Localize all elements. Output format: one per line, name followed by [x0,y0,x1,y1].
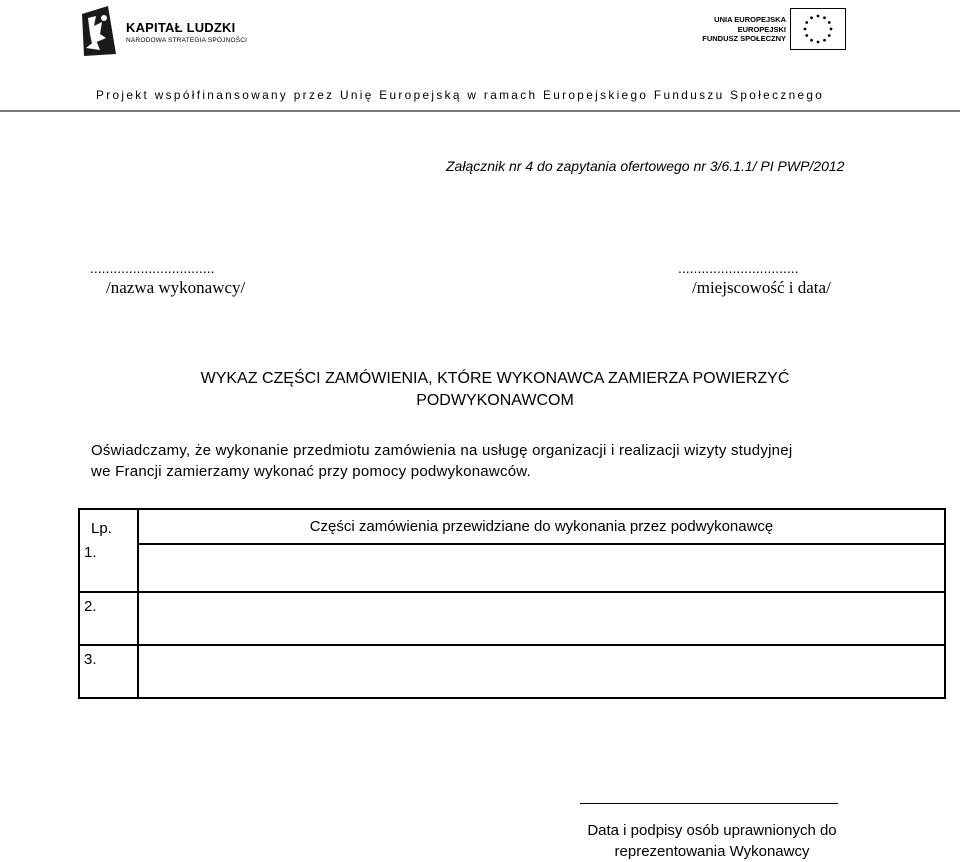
project-cofinancing-line: Projekt współfinansowany przez Unię Europejską w ramach Europejskiego Funduszu Społecznego [96,88,825,102]
eu-star [823,16,826,19]
eu-star [830,28,833,31]
eu-star [810,39,813,42]
row-lp: 3. [79,645,138,698]
eu-line1: UNIA EUROPEJSKA [714,15,786,24]
signature-caption-line-1: Data i podpisy osób uprawnionych do [587,822,837,839]
title-line-2: PODWYKONAWCOM [416,392,574,409]
table-header-row [79,509,945,544]
kapital-ludzki-title: KAPITAŁ LUDZKI [126,20,236,35]
place-date-label: /miejscowość i data/ [692,278,831,297]
kapital-ludzki-subtitle: NARODOWA STRATEGIA SPÓJNOŚCI [126,37,248,44]
contractor-name-label: /nazwa wykonawcy/ [106,278,246,297]
title-line-1: WYKAZ CZĘŚCI ZAMÓWIENIA, KTÓRE WYKONAWCA ZAMIERZA POWIERZYĆ [200,370,790,387]
eu-logo-text [690,15,786,44]
declaration-line-2: we Francji zamierzamy wykonać przy pomocy podwykonawców. [91,463,531,480]
table-row [79,544,945,592]
eu-star [823,39,826,42]
signature-line [580,803,838,804]
eu-flag-icon [790,8,846,50]
eu-star [805,34,808,37]
table-row [79,592,945,645]
declaration-line-1: Oświadczamy, że wykonanie przedmiotu zamówienia na usługę organizacji i realizacji wizyty studyjnej [91,442,793,459]
header-divider [0,110,960,112]
signature-caption-line-2: reprezentowania Wykonawcy [614,843,810,860]
place-date-dots: ............................... [678,260,799,276]
eu-star [805,21,808,24]
eu-star [817,15,820,18]
contractor-name-dots: ................................ [90,260,215,276]
table-row [79,645,945,698]
eu-line3: FUNDUSZ SPOŁECZNY [702,34,786,43]
eu-star [810,16,813,19]
row-description[interactable] [138,544,945,592]
annex-reference: Załącznik nr 4 do zapytania ofertowego nr 3/6.1.1/ PI PWP/2012 [446,158,845,174]
row-lp: 1. [79,544,138,592]
header-description: Części zamówienia przewidziane do wykonania przez podwykonawcę [138,509,945,544]
declaration-paragraph [91,440,911,482]
eu-star [817,41,820,44]
eu-star [804,28,807,31]
subcontracted-parts-table [78,508,946,699]
eu-line2: EUROPEJSKI [737,24,786,34]
row-description[interactable] [138,645,945,698]
row-description[interactable] [138,592,945,645]
eu-star [828,34,831,37]
eu-star [828,21,831,24]
header-lp: Lp. [79,509,138,544]
signature-caption [572,820,852,862]
row-lp: 2. [79,592,138,645]
document-title [80,368,910,412]
